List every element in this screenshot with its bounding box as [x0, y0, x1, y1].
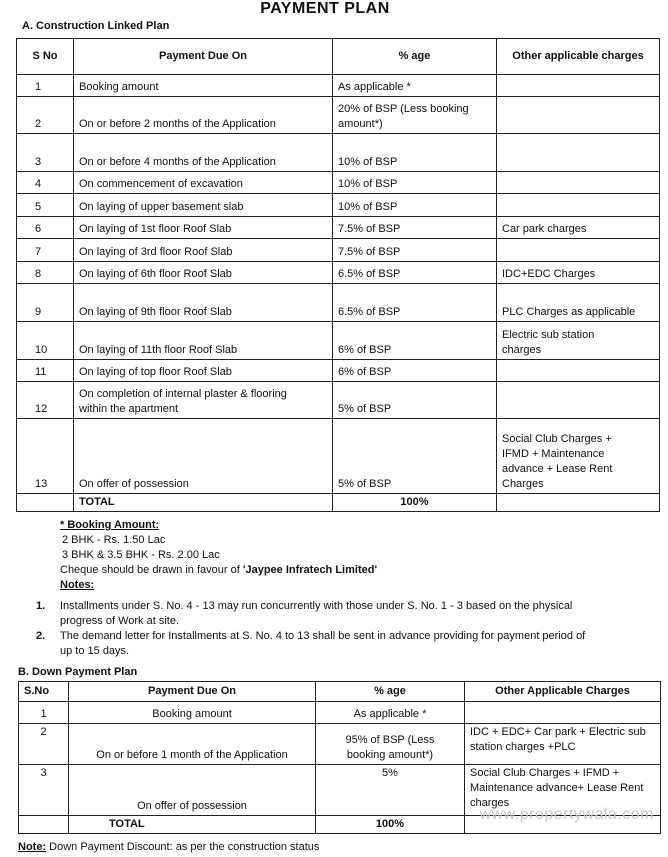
cell-due: On completion of internal plaster & flooring within the apartment [74, 382, 333, 419]
header-other-charges: Other Applicable Charges [465, 682, 661, 702]
table-row [17, 75, 660, 97]
table-row [17, 382, 660, 419]
cell-pct: 7.5% of BSP [333, 239, 497, 262]
section-a-heading: A. Construction Linked Plan [22, 20, 170, 32]
cell-other [497, 172, 660, 194]
header-sno: S No [17, 39, 74, 75]
cell-other [497, 360, 660, 382]
cell-sno: 3 [17, 134, 74, 172]
booking-amount-heading: * Booking Amount: [60, 519, 160, 531]
table-row [17, 360, 660, 382]
total-row [17, 494, 660, 512]
total-value: 100% [333, 494, 497, 512]
cell-pct: 95% of BSP (Less booking amount*) [316, 724, 465, 765]
cell-other: IDC+EDC Charges [497, 262, 660, 284]
header-payment-due-on: Payment Due On [74, 39, 333, 75]
cell-due: On laying of 11th floor Roof Slab [74, 322, 333, 360]
table-row [17, 239, 660, 262]
table-row [17, 262, 660, 284]
cell-due: On or before 4 months of the Application [74, 134, 333, 172]
header-percentage: % age [333, 39, 497, 75]
cheque-line: Cheque should be drawn in favour of 'Jaypee Infratech Limited' [60, 564, 378, 576]
cell-other [497, 194, 660, 217]
cell-other [497, 134, 660, 172]
cell-sno: 13 [17, 419, 74, 494]
cell-pct: 5% of BSP [333, 419, 497, 494]
cell-other: Social Club Charges + IFMD + Maintenance advance+ Lease Rent charges [465, 765, 661, 816]
note-item: 2. The demand letter for Installments at S. No. 4 to 13 shall be sent in advance providing for payment period of [36, 630, 586, 642]
cell-other: IDC + EDC+ Car park + Electric sub station charges +PLC [465, 724, 661, 765]
cell-pct: 6.5% of BSP [333, 284, 497, 322]
cell-pct: 5% [316, 765, 465, 816]
cell-sno: 1 [19, 702, 69, 724]
cell-sno: 9 [17, 284, 74, 322]
cell-due: Booking amount [74, 75, 333, 97]
cell-other: Car park charges [497, 217, 660, 239]
cell-pct: 7.5% of BSP [333, 217, 497, 239]
cell-other [497, 239, 660, 262]
cell-other: Social Club Charges + IFMD + Maintenance advance + Lease Rent Charges [497, 419, 660, 494]
cell-due: On offer of possession [74, 419, 333, 494]
cell-due: On offer of possession [69, 765, 316, 816]
cell-pct: 6% of BSP [333, 360, 497, 382]
cell-due: On laying of 6th floor Roof Slab [74, 262, 333, 284]
table-row [17, 217, 660, 239]
total-label: TOTAL [69, 816, 316, 834]
company-name: 'Jaypee Infratech Limited' [242, 564, 378, 576]
cell-due: On laying of 1st floor Roof Slab [74, 217, 333, 239]
cell-pct: 10% of BSP [333, 194, 497, 217]
page-title: PAYMENT PLAN [260, 0, 390, 17]
cell-other [497, 75, 660, 97]
booking-amount-notes [60, 518, 377, 593]
table-header-row [19, 682, 661, 702]
cell-sno: 8 [17, 262, 74, 284]
table-row [19, 702, 661, 724]
header-percentage: % age [316, 682, 465, 702]
header-sno: S.No [19, 682, 69, 702]
header-payment-due-on: Payment Due On [69, 682, 316, 702]
cell-other [497, 382, 660, 419]
cell-sno: 5 [17, 194, 74, 217]
cell-pct: 6% of BSP [333, 322, 497, 360]
table-row [17, 194, 660, 217]
down-payment-footnote: Note: Down Payment Discount: as per the construction status [18, 841, 320, 853]
table-row [17, 134, 660, 172]
cell-sno: 3 [19, 765, 69, 816]
booking-line-3bhk: 3 BHK & 3.5 BHK - Rs. 2.00 Lac [62, 549, 220, 561]
cell-pct: 6.5% of BSP [333, 262, 497, 284]
cell-sno: 4 [17, 172, 74, 194]
cell-other: Electric sub station charges [497, 322, 660, 360]
table-row [17, 284, 660, 322]
cell-other [497, 97, 660, 134]
cell-sno: 12 [17, 382, 74, 419]
note-item-continued: progress of Work at site. [60, 615, 180, 627]
table-row [19, 724, 661, 765]
booking-line-2bhk: 2 BHK - Rs. 1.50 Lac [62, 534, 166, 546]
cell-sno: 7 [17, 239, 74, 262]
cell-sno: 10 [17, 322, 74, 360]
cell-due: On laying of 9th floor Roof Slab [74, 284, 333, 322]
cell-pct: 20% of BSP (Less booking amount*) [333, 97, 497, 134]
cell-due: On or before 2 months of the Application [74, 97, 333, 134]
cell-sno: 2 [17, 97, 74, 134]
cell-due: Booking amount [69, 702, 316, 724]
cell-due: On laying of top floor Roof Slab [74, 360, 333, 382]
section-b-heading: B. Down Payment Plan [18, 666, 138, 678]
cell-pct: As applicable * [333, 75, 497, 97]
cell-other: PLC Charges as applicable [497, 284, 660, 322]
header-other-charges: Other applicable charges [497, 39, 660, 75]
notes-list [36, 599, 661, 659]
cell-pct: 5% of BSP [333, 382, 497, 419]
cell-sno: 1 [17, 75, 74, 97]
note-item-continued: up to 15 days. [60, 645, 130, 657]
cell-pct: 10% of BSP [333, 172, 497, 194]
total-label: TOTAL [74, 494, 333, 512]
total-value: 100% [316, 816, 465, 834]
table-row [17, 419, 660, 494]
cell-due: On commencement of excavation [74, 172, 333, 194]
table-row [17, 322, 660, 360]
watermark: www.propertywala.com [479, 806, 654, 823]
cell-other [465, 702, 661, 724]
notes-heading: Notes: [60, 579, 95, 591]
cell-due: On laying of 3rd floor Roof Slab [74, 239, 333, 262]
note-item: 1. Installments under S. No. 4 - 13 may run concurrently with those under S. No. 1 - 3 based on the physical [36, 600, 573, 612]
cell-pct: 10% of BSP [333, 134, 497, 172]
table-row [17, 97, 660, 134]
cell-sno: 6 [17, 217, 74, 239]
table-header-row [17, 39, 660, 75]
cell-pct: As applicable * [316, 702, 465, 724]
construction-linked-plan-table [16, 38, 660, 512]
table-row [17, 172, 660, 194]
cell-due: On laying of upper basement slab [74, 194, 333, 217]
cell-sno: 11 [17, 360, 74, 382]
cell-sno: 2 [19, 724, 69, 765]
cell-due: On or before 1 month of the Application [69, 724, 316, 765]
